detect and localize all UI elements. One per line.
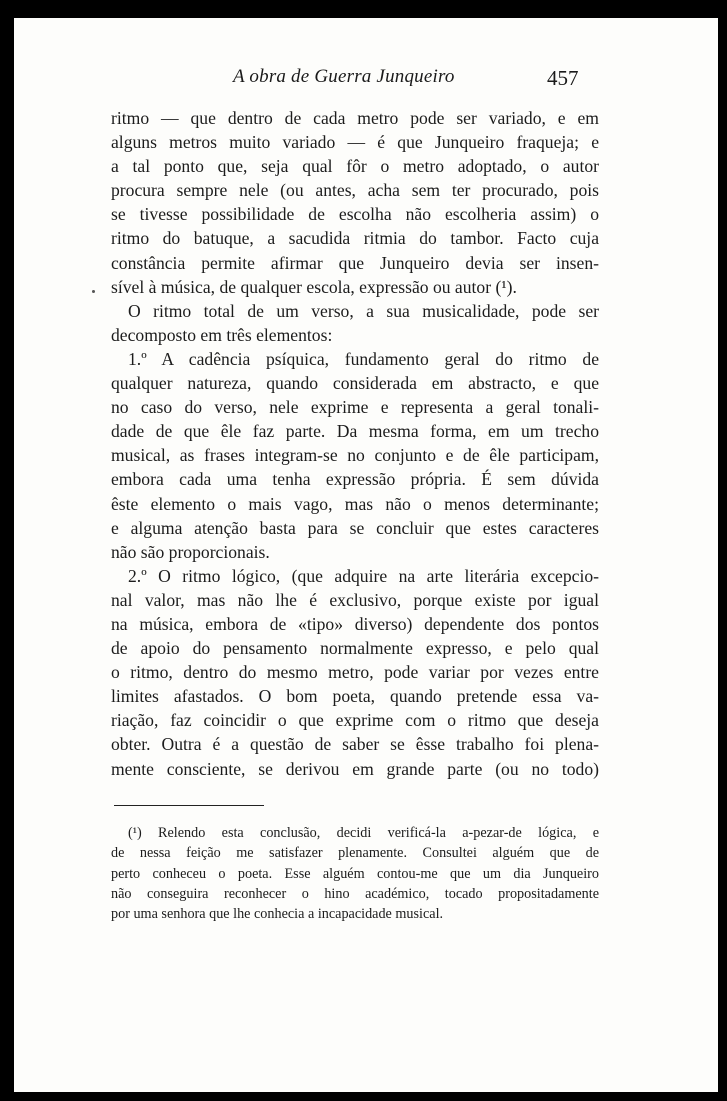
footnote-line: (¹) Relendo esta conclusão, decidi verificá-la a-pezar-de lógica, e: [128, 825, 599, 841]
text-line: a tal ponto que, seja qual fôr o metro adoptado, o autor: [111, 156, 599, 177]
text-line: no caso do verso, nele exprime e representa a geral tonali-: [111, 397, 599, 418]
text-line: 2.º O ritmo lógico, (que adquire na arte literária excepcio-: [128, 565, 599, 586]
text-line: mente consciente, se derivou em grande parte (ou no todo): [111, 758, 599, 779]
text-line: sível à música, de qualquer escola, expressão ou autor (¹).: [111, 276, 517, 297]
text-line: se tivesse possibilidade de escolha não escolheria assim) o: [111, 204, 599, 225]
text-line: na música, embora de «tipo» diverso) dependente dos pontos: [111, 613, 599, 634]
page-header: [14, 66, 718, 94]
text-line: dade de que êle faz parte. Da mesma forma, em um trecho: [111, 421, 599, 442]
text-line: e alguma atenção basta para se concluir que estes caracteres: [111, 517, 599, 538]
footnote-line: perto conheceu o poeta. Esse alguém contou-me que um dia Junqueiro: [111, 865, 599, 882]
text-line: constância permite afirmar que Junqueiro devia ser insen-: [111, 252, 599, 273]
text-line: decomposto em três elementos:: [111, 324, 333, 345]
paragraph-4: [111, 564, 599, 781]
text-line: qualquer natureza, quando considerada em abstracto, e que: [111, 373, 599, 394]
text-line: nal valor, mas não lhe é exclusivo, porque existe por igual: [111, 589, 599, 610]
text-line: de apoio do pensamento normalmente expresso, e pelo qual: [111, 638, 599, 659]
body-text: [111, 106, 599, 781]
text-line: alguns metros muito variado — é que Junqueiro fraqueja; e: [111, 132, 599, 153]
running-title: A obra de Guerra Junqueiro: [233, 66, 455, 87]
footnote-line: por uma senhora que lhe conhecia a incapacidade musical.: [111, 906, 444, 923]
paragraph-2: [111, 299, 599, 347]
text-line: musical, as frases integram-se no conjunto e de êle participam,: [111, 445, 599, 466]
page-number: 457: [547, 66, 579, 90]
footnote-line: não conseguira reconhecer o hino académico, tocado propositadamente: [111, 885, 599, 902]
text-line: ritmo — que dentro de cada metro pode ser variado, e em: [111, 108, 599, 128]
text-line: ritmo do batuque, a sacudida ritmia do tambor. Facto cuja: [111, 228, 599, 249]
text-line: obter. Outra é a questão de saber se êsse trabalho foi plena-: [111, 734, 599, 755]
text-line: o ritmo, dentro do mesmo metro, pode variar por vezes entre: [111, 662, 599, 683]
text-line: 1.º A cadência psíquica, fundamento geral do ritmo de: [128, 348, 599, 369]
text-line: não são proporcionais.: [111, 541, 270, 562]
text-line: limites afastados. O bom poeta, quando pretende essa va-: [111, 686, 599, 707]
margin-mark: [92, 290, 95, 293]
paragraph-3: [111, 347, 599, 564]
text-line: embora cada uma tenha expressão própria. É sem dúvida: [111, 469, 599, 490]
text-line: êste elemento o mais vago, mas não o menos determinante;: [111, 493, 599, 514]
book-page: [14, 18, 718, 1092]
footnote: [111, 823, 599, 924]
footnote-line: de nessa feição me satisfazer plenamente. Consultei alguém que de: [111, 845, 599, 862]
text-line: procura sempre nele (ou antes, acha sem ter procurado, pois: [111, 180, 599, 201]
footnote-rule: [114, 805, 264, 806]
text-line: O ritmo total de um verso, a sua musicalidade, pode ser: [128, 300, 599, 321]
text-line: riação, faz coincidir o que exprime com o ritmo que deseja: [111, 710, 599, 731]
paragraph-1: [111, 106, 599, 299]
